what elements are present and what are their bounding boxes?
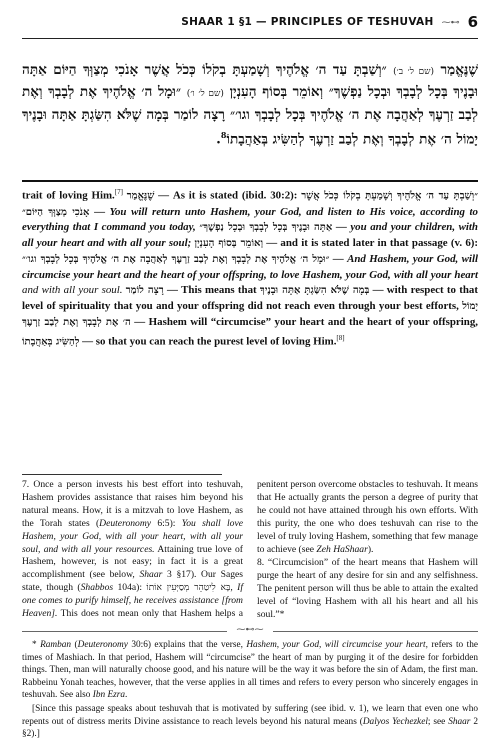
note-italic: Shabbos (80, 582, 114, 594)
verse-translation: And Hashem, your God, will circumcise your heart and the heart of your offspring, to love Hashem, your God, with all your heart (22, 253, 479, 282)
page-number: 6 (467, 13, 478, 31)
translation-segment: trait of loving Him. (22, 189, 115, 202)
ornamental-separator (22, 626, 478, 636)
note-italic: Shaar (448, 716, 471, 727)
translation-segment: — (329, 253, 348, 266)
hebrew-ref-1: (שם ל׳ ב׳) (393, 67, 435, 77)
note-text: This does not mean only that Hashem helps a penitent person overcome obstacles to teshuvah. It means that He actually grants the person a degree of purity that he could not have attained through his own efforts. With this purity, the one who does teshuvah can rise to the level of truly loving Hashem, something that few manage to achieve (see (57, 479, 478, 620)
verse-translation: you and your children, with all your heart and with all your soul; (22, 221, 478, 250)
hebrew-phrase: יָמוֹל ה׳ אֶת לְבָבְךָ וְאֶת לְבַב זַרְעֶךָ (22, 300, 478, 328)
main-rule (22, 180, 478, 182)
hebrew-text-4: . (216, 131, 221, 148)
note-text: , (230, 582, 238, 594)
note-text: [Since this passage speaks about teshuvah that is motivated by suffering (see ibid. v. 1), we learn that even one who repents out of distress merits Divine assistance to reach levels beyond his natural means ( (22, 703, 478, 727)
note-italic: Deuteronomy (99, 517, 152, 529)
note-italic: You shall love Hashem, your God, with all your heart, with all your soul, and with all your resources. (22, 517, 243, 555)
footnote-8: 8. “Circumcision” of the heart means that Hashem will purge the heart of any desire for sin and any selfishness. The penitent person will thus be able to attain the exalted level of “loving Hashem with all his heart and all his soul.”* (257, 557, 478, 621)
hebrew-phrase: ״וּמָל ה׳ אֱלֹהֶיךָ אֶת לְבָבְךָ וְאֶת לְבַב זַרְעֶךָ לְאַהֲבָה אֶת ה׳ אֱלֹהֶיךָ בְּכָל לְבָבְךָ וגו׳״ (22, 254, 330, 266)
separator-line-left (22, 631, 227, 632)
translation-segment: — so that you can reach the purest level of loving Him. (79, 335, 337, 348)
hebrew-text-2: ״וְשַׁבְתָּ עַד ה׳ אֱלֹהֶיךָ וְשָׁמַעְתָּ בְקֹלוֹ כְּכֹל אֲשֶׁר אָנֹכִי מְצַוְּךָ הַיּוֹם אַתָּה וּבָנֶיךָ בְּכָל לְבָבְךָ וּבְכָל נַפְשֶׁךָ״ וְאוֹמֵר בְּסוֹף הָעִנְיָן (22, 62, 478, 101)
note-text: 30:6) explains that the verse, (127, 640, 247, 650)
note-italic: Dalyos Yechezkel (362, 716, 428, 727)
note-italic: Ramban (40, 640, 72, 650)
header-ornament-icon: ⁓⊷ (441, 16, 460, 27)
header-rule (22, 38, 478, 39)
translation-segment: — and it is stated later in that passage (v. 6): (263, 237, 479, 250)
hebrew-phrase: לְהַשִּׂיג בְּאַהֲבָתוֹ (22, 336, 80, 348)
translation-segment: — Hashem will “circumcise” your heart and the heart of your offspring, (130, 315, 478, 328)
translation-text (22, 185, 478, 350)
notes-rule (22, 474, 222, 475)
ramban-note (22, 639, 478, 742)
translation-segment: — This means that (163, 284, 260, 297)
note-text: 3 §17). Our Sages state, though ( (22, 569, 243, 594)
hebrew-text-1: שֶׁנֶּאֱמַר (434, 62, 479, 78)
hebrew-phrase: רָצָה לוֹמַר (125, 285, 164, 297)
hebrew-main-text (22, 60, 478, 176)
hebrew-phrase: בְּמָה שֶׁלֹּא הִשַּׂגְתָּ אַתָּה וּבָנֶיךָ (259, 285, 370, 297)
note-text: 104a): (113, 582, 147, 594)
note-italic: If one comes to purify himself, he receives assistance [from Heaven]. (22, 582, 244, 620)
footnote-ref-8: [8] (336, 333, 345, 342)
footnote-ref-7: [7] (114, 188, 123, 196)
ramban-paragraph (22, 639, 478, 702)
hebrew-phrase: שֶׁנֶּאֱמַר (126, 190, 155, 202)
hebrew-text-3: ״וּמָל ה׳ אֱלֹהֶיךָ אֶת לְבָבְךָ וְאֶת לְבַב זַרְעֶךָ לְאַהֲבָה אֶת ה׳ אֱלֹהֶיךָ בְּכָל לְבָבְךָ וגו׳״ רָצָה לוֹמַר בְּמָה שֶׁלֹּא הִשַּׂגְתָּ אַתָּה וּבָנֶיךָ יָמוֹל ה׳ אֶת לְבָבְךָ וְאֶת לְבַב זַרְעֶךָ לְהַשִּׂיג בְּאַהֲבָתוֹ (22, 84, 478, 148)
note-italic: Zeh HaShaar (316, 543, 368, 555)
hebrew-ref-2: (שם ל׳ ו׳) (186, 89, 224, 100)
note-text: ( (71, 640, 78, 650)
note-text: ; see (427, 716, 449, 727)
translation-segment: — As it is stated (ibid. 30:2): (154, 189, 302, 202)
translation-segment: — (332, 221, 351, 234)
hebrew-footnote-marker: 8 (220, 129, 227, 140)
running-header (22, 8, 478, 36)
note-text: . (125, 690, 128, 701)
hebrew-phrase: וְאוֹמֵר בְּסוֹף הָעִנְיָן (194, 238, 264, 250)
note-italic: Deuteronomy (77, 640, 128, 650)
note-italic: Shaar (139, 569, 163, 581)
verse-translation: You will return unto Hashem, your God, and listen to His voice, according to everything that I command you today, (22, 205, 478, 234)
note-text: 7. Once a person invests his best effort into teshuvah, Hashem provides assistance that raises him beyond his natural means. How, it is a mitzvah to love Hashem, as the Torah states ( (22, 479, 243, 529)
hebrew-phrase: אַתָּה וּבָנֶיךָ בְּכָל לְבָבְךָ וּבְכָל נַפְשֶׁךָ״ (199, 222, 333, 234)
note-text: Attaining true love of Hashem, however, is not easy; in fact it is a great accomplishment (see below, (22, 543, 243, 581)
hebrew-phrase: ״וְשַׁבְתָּ עַד ה׳ אֱלֹהֶיךָ וְשָׁמַעְתָּ בְקֹלוֹ כְּכֹל אֲשֶׁר אָנֹכִי מְצַוְּךָ הַיּוֹם״ (22, 190, 478, 218)
note-italic: Ibn Ezra (92, 690, 126, 701)
note-italic: Hashem, your God, will circumcise your heart, (246, 640, 428, 650)
note-hebrew: בָּא לִיטַהֵר מְסַיְּעִין אוֹתוֹ (146, 583, 231, 594)
note-text: ). (367, 543, 374, 555)
separator-line-right (273, 631, 478, 632)
note-text: 2 §2).] (22, 716, 478, 740)
ornament-icon: ⁓⊷⁓ (236, 624, 264, 634)
translation-segment: — with respect to that level of spirituality that you and your offspring did not reach even through your best efforts, (22, 284, 478, 312)
note-text: 6:5): (151, 517, 182, 529)
suffering-paragraph (22, 703, 478, 741)
running-title: SHAAR 1 §1 — PRINCIPLES OF TESHUVAH (181, 16, 434, 28)
note-text: * (32, 640, 41, 650)
note-text: refers to the times of Mashiach. In that period, Hashem will “circumcise” the heart of man by purging it of the desire for forbidden things. Then, man will naturally choose good, and his nature will be the way it was before the sin of Adam, the first man. Rabbeinu Yonah teaches, however, that the verse applies in all times and refers to every person who sincerely engages in teshuvah. See also (22, 640, 478, 701)
verse-translation-plain: and with all your soul. (22, 284, 123, 297)
translation-segment: — (89, 205, 110, 218)
